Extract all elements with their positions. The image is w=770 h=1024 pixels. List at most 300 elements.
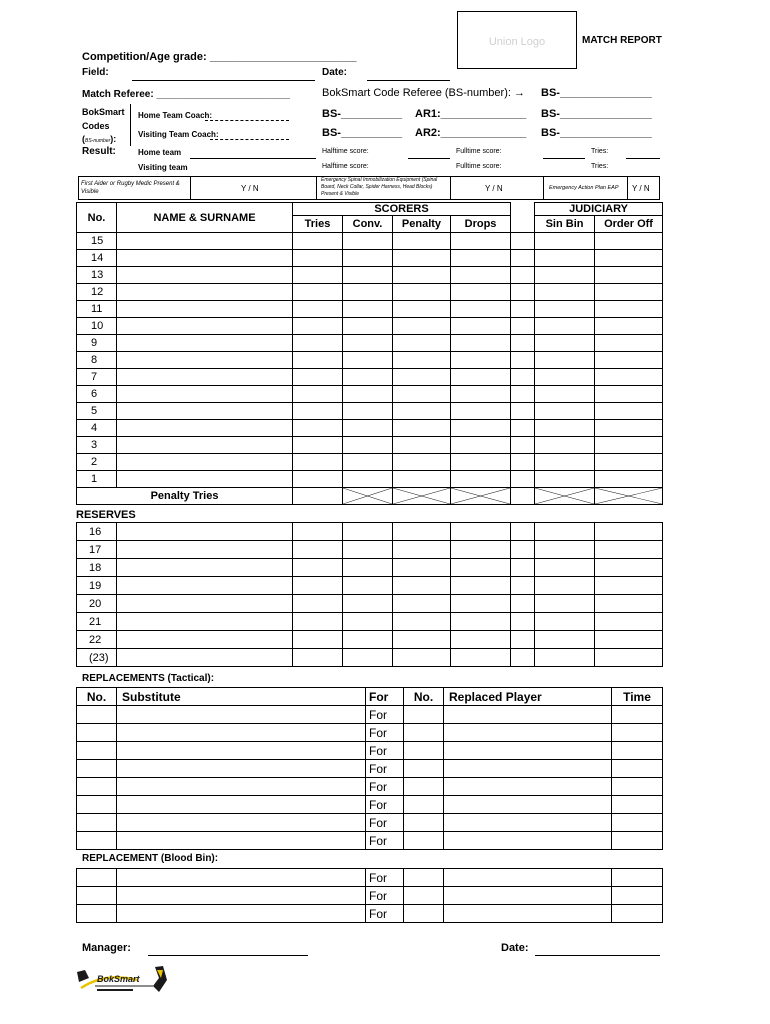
player-name-cell[interactable] [117, 471, 293, 488]
crossed-cell [451, 488, 511, 505]
drops-cell[interactable] [451, 403, 511, 420]
gap-cell [511, 233, 535, 250]
orderoff-cell[interactable] [595, 369, 663, 386]
player-name-cell[interactable] [117, 318, 293, 335]
reserve-name-cell[interactable] [117, 595, 293, 613]
tactical-time-cell[interactable] [612, 832, 663, 850]
drops-cell[interactable] [451, 577, 511, 595]
player-name-cell[interactable] [117, 250, 293, 267]
sinbin-cell[interactable] [535, 233, 595, 250]
tactical-no2-cell[interactable] [404, 760, 444, 778]
conv-cell[interactable] [343, 318, 393, 335]
penalty-cell[interactable] [393, 267, 451, 284]
blood-substitute-cell[interactable] [117, 887, 366, 905]
sinbin-cell[interactable] [535, 267, 595, 284]
drops-cell[interactable] [451, 541, 511, 559]
penalty-cell[interactable] [393, 352, 451, 369]
checks-div-2 [316, 176, 317, 200]
tactical-no-cell[interactable] [77, 796, 117, 814]
orderoff-cell[interactable] [595, 541, 663, 559]
tactical-row [77, 814, 663, 832]
sinbin-cell[interactable] [535, 523, 595, 541]
player-name-cell[interactable] [117, 369, 293, 386]
penalty-cell[interactable] [393, 284, 451, 301]
blood-no-cell[interactable] [77, 869, 117, 887]
crossed-cell [595, 488, 663, 505]
tactical-replaced-cell[interactable] [444, 778, 612, 796]
tactical-no-cell[interactable] [77, 832, 117, 850]
blood-no2-cell[interactable] [404, 869, 444, 887]
tactical-row [77, 760, 663, 778]
gap-cell [511, 471, 535, 488]
orderoff-cell[interactable] [595, 577, 663, 595]
player-row [77, 318, 663, 335]
player-name-cell[interactable] [117, 437, 293, 454]
checks-div-5 [627, 176, 628, 200]
conv-cell[interactable] [343, 471, 393, 488]
drops-cell[interactable] [451, 352, 511, 369]
tactical-no2-cell[interactable] [404, 778, 444, 796]
tactical-no2-cell[interactable] [404, 796, 444, 814]
footer-date-label: Date: [501, 942, 529, 954]
sinbin-cell[interactable] [535, 595, 595, 613]
penalty-cell[interactable] [393, 386, 451, 403]
sinbin-cell[interactable] [535, 318, 595, 335]
orderoff-cell[interactable] [595, 267, 663, 284]
player-row [77, 335, 663, 352]
drops-cell[interactable] [451, 318, 511, 335]
sinbin-cell[interactable] [535, 386, 595, 403]
tactical-replaced-cell[interactable] [444, 796, 612, 814]
tactical-replaced-cell[interactable] [444, 832, 612, 850]
tries-cell[interactable] [293, 403, 343, 420]
orderoff-cell[interactable] [595, 403, 663, 420]
gap-cell [511, 613, 535, 631]
tactical-for-label: For [366, 724, 404, 742]
player-name-cell[interactable] [117, 386, 293, 403]
tactical-row [77, 796, 663, 814]
player-number: 7 [77, 369, 117, 386]
tactical-substitute-cell[interactable] [117, 706, 366, 724]
tries-cell[interactable] [293, 233, 343, 250]
tactical-substitute-cell[interactable] [117, 724, 366, 742]
blood-no2-cell[interactable] [404, 905, 444, 923]
conv-cell[interactable] [343, 335, 393, 352]
sinbin-cell[interactable] [535, 369, 595, 386]
conv-cell[interactable] [343, 541, 393, 559]
drops-cell[interactable] [451, 649, 511, 667]
reserve-name-cell[interactable] [117, 559, 293, 577]
sinbin-col-header: Sin Bin [535, 216, 595, 233]
home-coach-line [205, 120, 289, 121]
blood-substitute-cell[interactable] [117, 905, 366, 923]
reserve-row [77, 559, 663, 577]
penalty-cell[interactable] [393, 577, 451, 595]
conv-cell[interactable] [343, 613, 393, 631]
tries-cell[interactable] [293, 318, 343, 335]
date-line [367, 80, 450, 81]
penalty-cell[interactable] [393, 250, 451, 267]
drops-cell[interactable] [451, 250, 511, 267]
tries-cell[interactable] [293, 267, 343, 284]
player-name-cell[interactable] [117, 420, 293, 437]
tactical-no-cell[interactable] [77, 778, 117, 796]
tactical-no-cell[interactable] [77, 706, 117, 724]
reserve-number: 17 [77, 541, 117, 559]
orderoff-cell[interactable] [595, 250, 663, 267]
home-halftime-line [408, 158, 450, 159]
tactical-replaced-cell[interactable] [444, 742, 612, 760]
gap-cell [511, 649, 535, 667]
tries-cell[interactable] [293, 649, 343, 667]
no-header: No. [77, 203, 117, 233]
tactical-no-cell[interactable] [77, 742, 117, 760]
drops-cell[interactable] [451, 369, 511, 386]
player-name-cell[interactable] [117, 267, 293, 284]
player-number: 1 [77, 471, 117, 488]
orderoff-cell[interactable] [595, 471, 663, 488]
player-row [77, 471, 663, 488]
drops-cell[interactable] [451, 471, 511, 488]
sinbin-cell[interactable] [535, 649, 595, 667]
conv-cell[interactable] [343, 403, 393, 420]
first-aider-yn[interactable]: Y / N [241, 184, 259, 193]
referee-bs-field: BS-_______________ [541, 87, 652, 99]
conv-cell[interactable] [343, 267, 393, 284]
conv-cell[interactable] [343, 631, 393, 649]
conv-cell[interactable] [343, 386, 393, 403]
tries-cell[interactable] [293, 369, 343, 386]
tactical-title: REPLACEMENTS (Tactical): [82, 673, 215, 684]
conv-cell[interactable] [343, 420, 393, 437]
penalty-cell[interactable] [393, 541, 451, 559]
footer-date-line[interactable] [535, 955, 660, 956]
blood-replaced-cell[interactable] [444, 869, 612, 887]
penalty-cell[interactable] [393, 454, 451, 471]
tactical-time-cell[interactable] [612, 742, 663, 760]
tactical-table [76, 687, 663, 850]
judiciary-header: JUDICIARY [535, 203, 663, 216]
penalty-cell[interactable] [393, 301, 451, 318]
blood-time-cell[interactable] [612, 887, 663, 905]
gap-cell [511, 420, 535, 437]
player-row [77, 369, 663, 386]
tries-cell[interactable] [293, 595, 343, 613]
eap-yn[interactable]: Y / N [632, 184, 650, 193]
drops-cell[interactable] [451, 267, 511, 284]
blood-no-cell[interactable] [77, 905, 117, 923]
penalty-cell[interactable] [393, 613, 451, 631]
reserve-number: 16 [77, 523, 117, 541]
player-name-cell[interactable] [117, 454, 293, 471]
reserve-name-cell[interactable] [117, 541, 293, 559]
drops-cell[interactable] [451, 559, 511, 577]
gap-cell [511, 203, 535, 233]
blood-time-cell[interactable] [612, 869, 663, 887]
conv-cell[interactable] [343, 369, 393, 386]
home-fulltime-line [543, 158, 585, 159]
equipment-yn[interactable]: Y / N [485, 184, 503, 193]
tactical-time-cell[interactable] [612, 760, 663, 778]
penalty-cell[interactable] [393, 559, 451, 577]
drops-cell[interactable] [451, 437, 511, 454]
tries-cell[interactable] [293, 386, 343, 403]
player-row [77, 267, 663, 284]
sinbin-cell[interactable] [535, 577, 595, 595]
drops-cell[interactable] [451, 613, 511, 631]
tries-cell[interactable] [293, 523, 343, 541]
penalty-cell[interactable] [393, 369, 451, 386]
orderoff-cell[interactable] [595, 631, 663, 649]
orderoff-cell[interactable] [595, 284, 663, 301]
player-name-cell[interactable] [117, 403, 293, 420]
player-name-cell[interactable] [117, 301, 293, 318]
sinbin-cell[interactable] [535, 437, 595, 454]
reserve-name-cell[interactable] [117, 649, 293, 667]
competition-label: Competition/Age grade: ________________________ [82, 51, 357, 63]
tries-col-header: Tries [293, 216, 343, 233]
player-name-cell[interactable] [117, 335, 293, 352]
player-row [77, 233, 663, 250]
tactical-substitute-cell[interactable] [117, 814, 366, 832]
blood-time-cell[interactable] [612, 905, 663, 923]
tactical-replaced-cell[interactable] [444, 724, 612, 742]
drops-cell[interactable] [451, 631, 511, 649]
bs-number-small: BS-number [85, 138, 111, 144]
drops-cell[interactable] [451, 386, 511, 403]
conv-cell[interactable] [343, 523, 393, 541]
conv-cell[interactable] [343, 559, 393, 577]
orderoff-cell[interactable] [595, 454, 663, 471]
gap-cell [511, 403, 535, 420]
tactical-substitute-cell[interactable] [117, 796, 366, 814]
penalty-tries-label: Penalty Tries [77, 488, 293, 505]
player-number: 3 [77, 437, 117, 454]
tactical-no2-cell[interactable] [404, 814, 444, 832]
reserve-name-cell[interactable] [117, 577, 293, 595]
tries-cell[interactable] [293, 335, 343, 352]
tactical-no-cell[interactable] [77, 760, 117, 778]
penalty-tries-cell[interactable] [293, 488, 343, 505]
penalty-cell[interactable] [393, 437, 451, 454]
orderoff-cell[interactable] [595, 437, 663, 454]
union-logo-box [457, 11, 577, 69]
tactical-replaced-cell[interactable] [444, 814, 612, 832]
blood-no2-cell[interactable] [404, 887, 444, 905]
tactical-no2-header: No. [404, 688, 444, 706]
drops-cell[interactable] [451, 595, 511, 613]
drops-cell[interactable] [451, 301, 511, 318]
tactical-no-cell[interactable] [77, 724, 117, 742]
tactical-row [77, 724, 663, 742]
penalty-cell[interactable] [393, 318, 451, 335]
match-referee-label: Match Referee: ________________________ [82, 89, 290, 100]
penalty-cell[interactable] [393, 471, 451, 488]
blood-rows [77, 869, 663, 923]
sinbin-cell[interactable] [535, 541, 595, 559]
tactical-time-cell[interactable] [612, 778, 663, 796]
sinbin-cell[interactable] [535, 352, 595, 369]
conv-cell[interactable] [343, 250, 393, 267]
player-name-cell[interactable] [117, 352, 293, 369]
tries-cell[interactable] [293, 250, 343, 267]
reserve-name-cell[interactable] [117, 613, 293, 631]
orderoff-cell[interactable] [595, 335, 663, 352]
field-line [132, 80, 315, 81]
conv-cell[interactable] [343, 284, 393, 301]
penalty-cell[interactable] [393, 420, 451, 437]
sinbin-cell[interactable] [535, 471, 595, 488]
tactical-replaced-cell[interactable] [444, 760, 612, 778]
player-number: 5 [77, 403, 117, 420]
tactical-no2-cell[interactable] [404, 706, 444, 724]
ar2-field: AR2:______________ [415, 127, 527, 139]
orderoff-cell[interactable] [595, 352, 663, 369]
tries-cell[interactable] [293, 559, 343, 577]
manager-line[interactable] [148, 955, 308, 956]
conv-cell[interactable] [343, 301, 393, 318]
tries-cell[interactable] [293, 471, 343, 488]
blood-replaced-cell[interactable] [444, 905, 612, 923]
orderoff-cell[interactable] [595, 559, 663, 577]
player-name-cell[interactable] [117, 233, 293, 250]
gap-cell [511, 352, 535, 369]
drops-cell[interactable] [451, 233, 511, 250]
tactical-no2-cell[interactable] [404, 724, 444, 742]
tactical-for-header: For [366, 688, 404, 706]
tactical-time-cell[interactable] [612, 724, 663, 742]
tries-cell[interactable] [293, 541, 343, 559]
tactical-no-cell[interactable] [77, 814, 117, 832]
reserves-table [76, 522, 663, 667]
tactical-for-label: For [366, 832, 404, 850]
player-number: 8 [77, 352, 117, 369]
reserve-row [77, 613, 663, 631]
tactical-replaced-cell[interactable] [444, 706, 612, 724]
orderoff-cell[interactable] [595, 595, 663, 613]
reserve-name-cell[interactable] [117, 523, 293, 541]
tactical-time-cell[interactable] [612, 814, 663, 832]
blood-substitute-cell[interactable] [117, 869, 366, 887]
tactical-no2-cell[interactable] [404, 742, 444, 760]
tries-cell[interactable] [293, 613, 343, 631]
penalty-cell[interactable] [393, 403, 451, 420]
conv-cell[interactable] [343, 437, 393, 454]
tries-cell[interactable] [293, 631, 343, 649]
tries-cell[interactable] [293, 284, 343, 301]
orderoff-cell[interactable] [595, 233, 663, 250]
reserve-name-cell[interactable] [117, 631, 293, 649]
tactical-no2-cell[interactable] [404, 832, 444, 850]
visiting-coach-bs: BS-__________ [322, 127, 403, 139]
player-number: 10 [77, 318, 117, 335]
drops-cell[interactable] [451, 523, 511, 541]
penalty-cell[interactable] [393, 649, 451, 667]
drops-cell[interactable] [451, 454, 511, 471]
conv-cell[interactable] [343, 233, 393, 250]
blood-replaced-cell[interactable] [444, 887, 612, 905]
boksmart-codes-l2: Codes [82, 121, 110, 131]
gap-cell [511, 335, 535, 352]
drops-cell[interactable] [451, 284, 511, 301]
penalty-cell[interactable] [393, 631, 451, 649]
player-row [77, 301, 663, 318]
penalty-cell[interactable] [393, 233, 451, 250]
blood-table [76, 868, 663, 923]
tactical-rows [77, 706, 663, 850]
sinbin-cell[interactable] [535, 631, 595, 649]
conv-cell[interactable] [343, 649, 393, 667]
first-aider-text: First Aider or Rugby Medic Present & Visible [81, 181, 180, 195]
manager-label: Manager: [82, 942, 131, 954]
penalty-cell[interactable] [393, 335, 451, 352]
blood-no-cell[interactable] [77, 887, 117, 905]
sinbin-cell[interactable] [535, 403, 595, 420]
sinbin-cell[interactable] [535, 613, 595, 631]
orderoff-cell[interactable] [595, 523, 663, 541]
orderoff-col-header: Order Off [595, 216, 663, 233]
player-number: 6 [77, 386, 117, 403]
orderoff-cell[interactable] [595, 318, 663, 335]
blood-row [77, 905, 663, 923]
tactical-substitute-cell[interactable] [117, 778, 366, 796]
gap-cell [511, 454, 535, 471]
penalty-cell[interactable] [393, 523, 451, 541]
sinbin-cell[interactable] [535, 335, 595, 352]
tries-cell[interactable] [293, 577, 343, 595]
reserve-number: 19 [77, 577, 117, 595]
reserve-number: 22 [77, 631, 117, 649]
tries-cell[interactable] [293, 437, 343, 454]
reserves-title: RESERVES [76, 509, 136, 521]
sinbin-cell[interactable] [535, 284, 595, 301]
tries-cell[interactable] [293, 352, 343, 369]
tactical-substitute-cell[interactable] [117, 832, 366, 850]
orderoff-cell[interactable] [595, 420, 663, 437]
gap-cell [511, 577, 535, 595]
tries-cell[interactable] [293, 420, 343, 437]
sinbin-cell[interactable] [535, 250, 595, 267]
tactical-substitute-cell[interactable] [117, 760, 366, 778]
tactical-substitute-cell[interactable] [117, 742, 366, 760]
orderoff-cell[interactable] [595, 301, 663, 318]
drops-cell[interactable] [451, 420, 511, 437]
player-name-cell[interactable] [117, 284, 293, 301]
sinbin-cell[interactable] [535, 301, 595, 318]
conv-cell[interactable] [343, 595, 393, 613]
player-row [77, 386, 663, 403]
orderoff-cell[interactable] [595, 649, 663, 667]
sinbin-cell[interactable] [535, 454, 595, 471]
tries-cell[interactable] [293, 454, 343, 471]
sinbin-cell[interactable] [535, 559, 595, 577]
boksmart-logo-text: BokSmart [97, 974, 140, 984]
tactical-time-cell[interactable] [612, 796, 663, 814]
conv-cell[interactable] [343, 352, 393, 369]
tries-cell[interactable] [293, 301, 343, 318]
penalty-cell[interactable] [393, 595, 451, 613]
conv-cell[interactable] [343, 454, 393, 471]
tactical-time-cell[interactable] [612, 706, 663, 724]
drops-cell[interactable] [451, 335, 511, 352]
reserve-number: 20 [77, 595, 117, 613]
conv-cell[interactable] [343, 577, 393, 595]
paren-close: ): [110, 134, 117, 144]
orderoff-cell[interactable] [595, 613, 663, 631]
sinbin-cell[interactable] [535, 420, 595, 437]
boksmart-codes-l1: BokSmart [82, 107, 125, 117]
orderoff-cell[interactable] [595, 386, 663, 403]
